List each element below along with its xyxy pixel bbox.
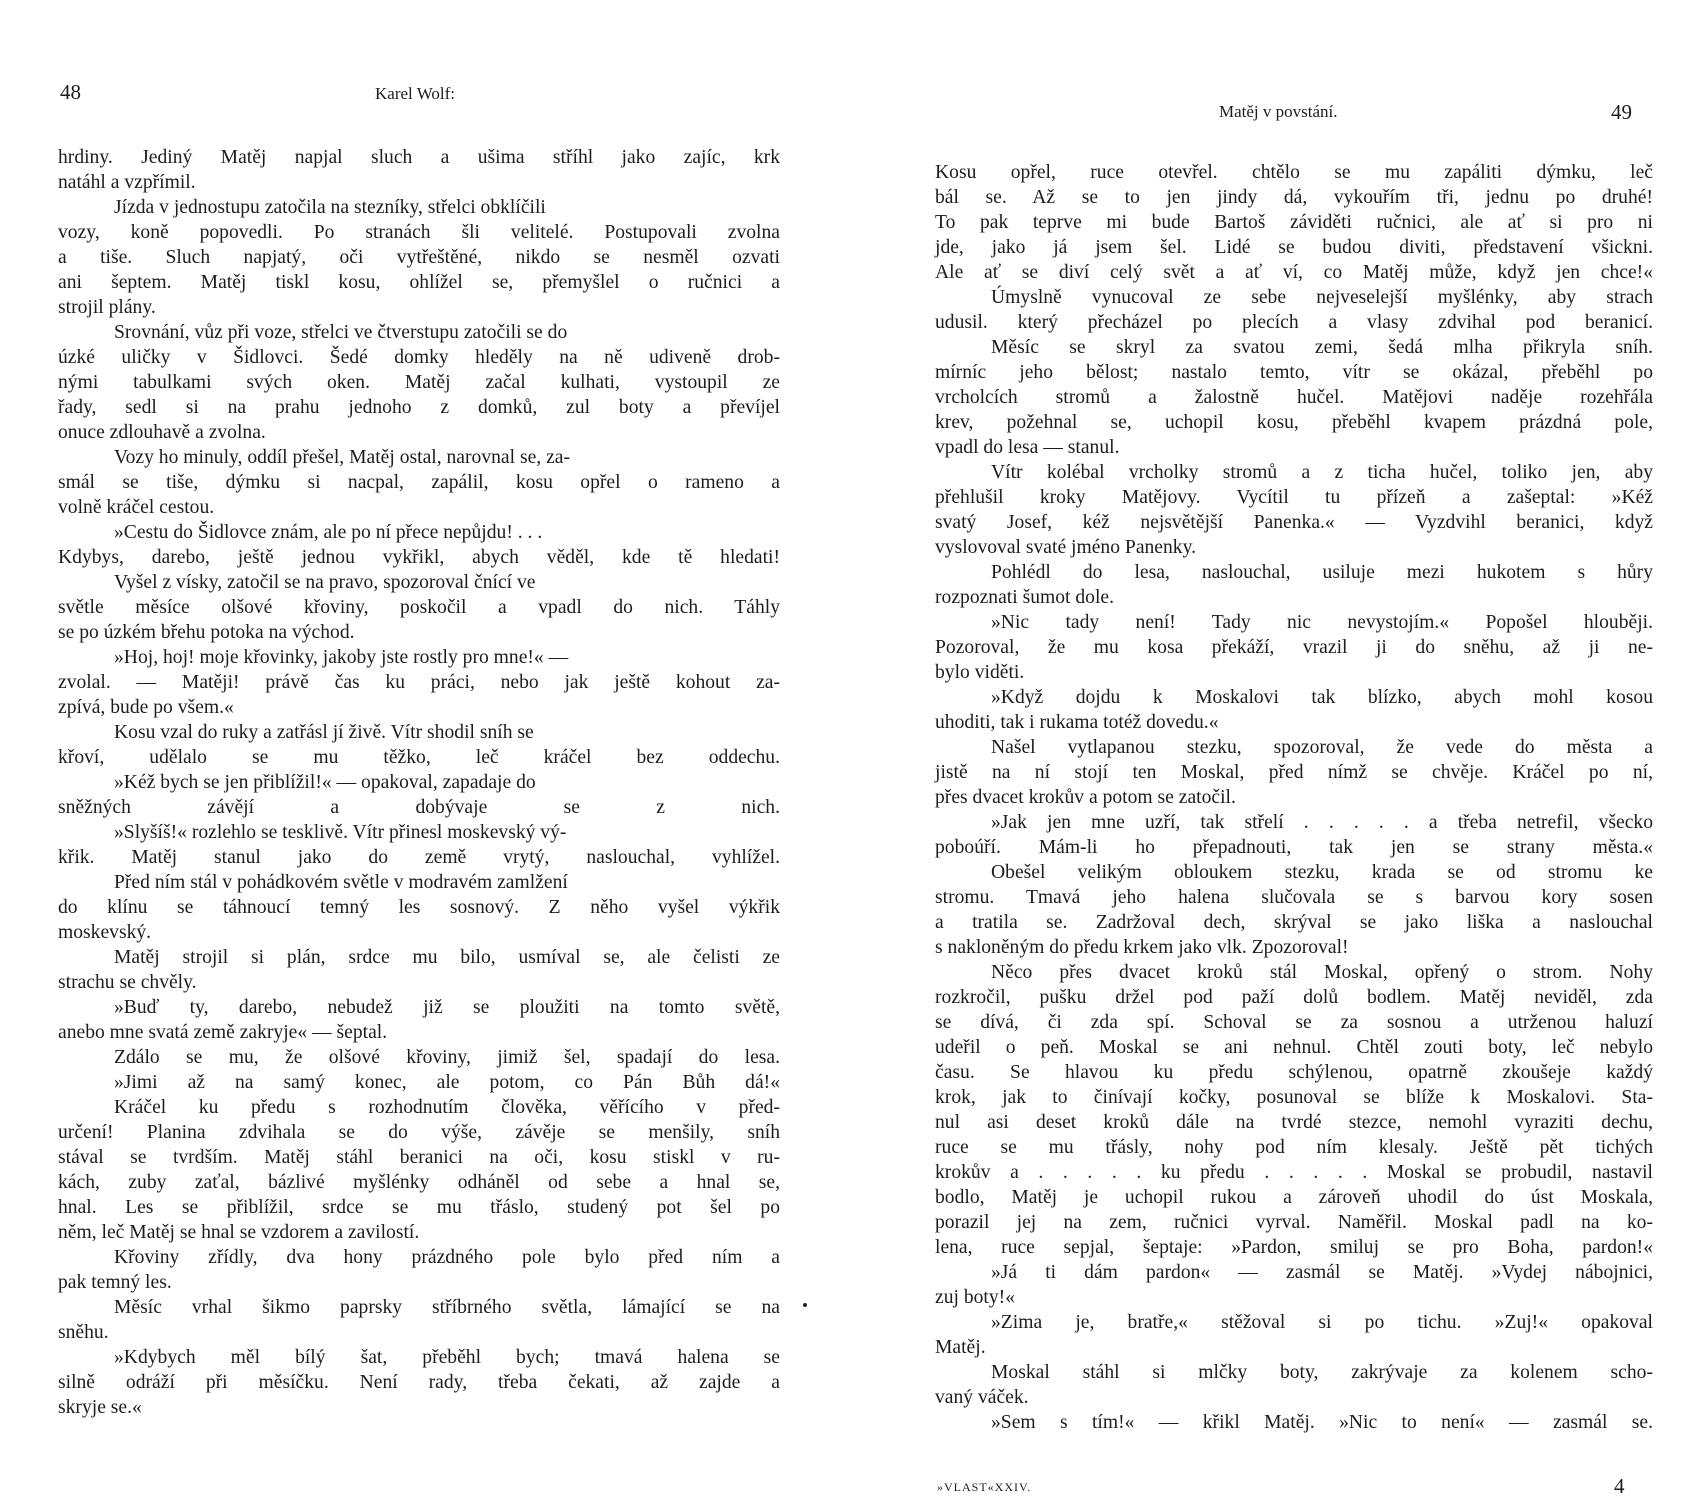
text-line: rozpoznati šumot dole. <box>935 587 1115 608</box>
text-line: »Slyšíš!« rozlehlo se tesklivě. Vítr přinesl moskevský vý- <box>114 822 567 843</box>
text-line: jde, jako já jsem šel. Lidé se budou diviti, představení všickni. <box>935 237 1653 258</box>
text-line: bál se. Až se to jen jindy dá, vykouřím tři, jednu po druhé! <box>935 187 1653 208</box>
text-line: zuj boty!« <box>935 1287 1015 1308</box>
text-line: Našel vytlapanou stezku, spozoroval, že vede do města a <box>991 737 1653 758</box>
text-line: ruce se mu třásly, nohy pod ním klesaly. Ještě pět tichých <box>935 1137 1653 1158</box>
text-line: porazil jej na zem, ručnici vyrval. Naměřil. Moskal padl na ko- <box>935 1212 1653 1233</box>
text-line: se dívá, či zda spí. Schoval se za sosnou a utrženou haluzí <box>935 1012 1653 1033</box>
text-line: zpívá, bude po všem.« <box>58 697 234 718</box>
text-line: Moskal stáhl si mlčky boty, zakrývaje za kolenem scho- <box>991 1362 1653 1383</box>
text-line: »Když dojdu k Moskalovi tak blízko, abych mohl kosou <box>991 687 1653 708</box>
printer-signature: »VLAST«XXIV. <box>937 1480 1032 1494</box>
text-line: Jízda v jednostupu zatočila na stezníky, střelci obklíčili <box>114 197 546 218</box>
text-line: Obešel velikým obloukem stezku, krada se od stromu ke <box>991 862 1653 883</box>
text-line: něm, leč Matěj se hnal se vzdorem a zavilostí. <box>58 1222 420 1243</box>
text-line: strachu se chvěly. <box>58 972 197 993</box>
text-line: To pak teprve mi bude Bartoš záviděti ručnici, ale ať si pro ni <box>935 212 1653 233</box>
text-line: nul asi deset kroků dále na tvrdé stezce, nemohl vyraziti dechu, <box>935 1112 1653 1133</box>
text-line: Pozoroval, že mu kosa překáží, vrazil ji do sněhu, až ji ne- <box>935 637 1653 658</box>
text-line: do klínu se táhnoucí temný les sosnový. Z něho vyšel výkřik <box>58 897 780 918</box>
text-line: volně kráčel cestou. <box>58 497 215 518</box>
text-line: vrcholcích stromů a žalostně hučel. Matějovi naděje rozehřála <box>935 387 1653 408</box>
text-line: Matěj. <box>935 1337 986 1358</box>
text-line: určení! Planina zdvihala se do výše, závěje se menšily, sníh <box>58 1122 780 1143</box>
text-line: rozkročil, pušku držel pod paží dolů bodlem. Matěj neviděl, zda <box>935 987 1653 1008</box>
text-line: Něco přes dvacet kroků stál Moskal, opřený o strom. Nohy <box>991 962 1653 983</box>
text-line: silně odráží při měsíčku. Není rady, třeba čekati, až zajde a <box>58 1372 780 1393</box>
text-line: s nakloněným do předu krkem jako vlk. Zpozoroval! <box>935 937 1349 958</box>
text-line: anebo mne svatá země zakryje« — šeptal. <box>58 1022 388 1043</box>
text-line: Před ním stál v pohádkovém světle v modravém zamlžení <box>114 872 568 893</box>
text-line: smál se tiše, dýmku si nacpal, zapálil, kosu opřel o rameno a <box>58 472 780 493</box>
text-line: sněhu. <box>58 1322 109 1343</box>
text-column <box>58 145 780 1420</box>
text-line: jistě na ní stojí ten Moskal, před nímž se chvěje. Kráčel po ní, <box>935 762 1653 783</box>
text-line: vyslovoval svaté jméno Panenky. <box>935 537 1197 558</box>
text-line: »Nic tady není! Tady nic nevystojím.« Popošel hlouběji. <box>991 612 1653 633</box>
text-line: mírníc jeho bělost; nastalo temto, vítr se okázal, přeběhl po <box>935 362 1653 383</box>
text-line: křik. Matěj stanul jako do země vrytý, naslouchal, vyhlížel. <box>58 847 780 868</box>
text-line: a tratila se. Zadržoval dech, skrýval se jako liška a naslouchal <box>935 912 1653 933</box>
text-line: bodlo, Matěj je uchopil rukou a zároveň uhodil do úst Moskala, <box>935 1187 1653 1208</box>
running-header: Karel Wolf: <box>375 84 455 103</box>
text-line: Vozy ho minuly, oddíl přešel, Matěj ostal, narovnal se, za- <box>114 447 570 468</box>
text-line: svatý Josef, kéž nejsvětější Panenka.« — Vyzdvihl beranici, když <box>935 512 1653 533</box>
text-line: moskevský. <box>58 922 152 943</box>
text-line: »Jimi až na samý konec, ale potom, co Pán Bůh dá!« <box>114 1072 780 1093</box>
text-line: vaný váček. <box>935 1387 1029 1408</box>
text-line: »Jak jen mne uzří, tak střelí . . . . . a třeba netrefil, všecko <box>991 812 1653 833</box>
text-line: vpadl do lesa — stanul. <box>935 437 1120 458</box>
text-line: zvolal. — Matěji! právě čas ku práci, nebo jak ještě kohout za- <box>58 672 780 693</box>
text-line: sněžných závějí a dobývaje se z nich. <box>58 797 780 818</box>
text-line: nými tabulkami svých oken. Matěj začal kulhati, vystoupil ze <box>58 372 780 393</box>
text-line: poboúří. Mám-li ho přepadnouti, tak jen se strany města.« <box>935 837 1653 858</box>
text-line: Měsíc vrhal šikmo paprsky stříbrného světla, lámající se na <box>114 1297 780 1318</box>
text-line: ani šeptem. Matěj tiskl kosu, ohlížel se, přemyšlel o ručnici a <box>58 272 780 293</box>
text-line: řady, sedl si na prahu jednoho z domků, zul boty a převíjel <box>58 397 780 418</box>
text-line: Pohlédl do lesa, naslouchal, usiluje mezi hukotem s hůry <box>991 562 1653 583</box>
text-line: vozy, koně popovedli. Po stranách šli velitelé. Postupovali zvolna <box>58 222 780 243</box>
text-line: Kosu vzal do ruky a zatřásl jí živě. Vítr shodil sníh se <box>114 722 534 743</box>
text-line: času. Se hlavou ku předu schýlenou, opatrně zkoušeje každý <box>935 1062 1653 1083</box>
text-line: onuce zdlouhavě a zvolna. <box>58 422 266 443</box>
text-line: hrdiny. Jediný Matěj napjal sluch a ušima stříhl jako zajíc, krk <box>58 147 780 168</box>
text-line: přehlušil kroky Matějovy. Vycítil tu přízeň a zašeptal: »Kéž <box>935 487 1653 508</box>
text-line: »Buď ty, darebo, nebudež již se ploužiti na tomto světě, <box>114 997 780 1018</box>
text-line: skryje se.« <box>58 1397 142 1418</box>
ink-speck <box>803 1303 807 1307</box>
page-number: 49 <box>1611 100 1632 124</box>
text-line: Vyšel z vísky, zatočil se na pravo, spozoroval čnící ve <box>114 572 536 593</box>
text-line: Vítr kolébal vrcholky stromů a z ticha hučel, toliko jen, aby <box>991 462 1653 483</box>
text-line: krev, požehnal se, uchopil kosu, přeběhl kvapem prázdná pole, <box>935 412 1653 433</box>
text-line: udeřil o peň. Moskal se ani nehnul. Chtěl zouti boty, leč nebylo <box>935 1037 1653 1058</box>
text-line: Křoviny zřídly, dva hony prázdného pole bylo před ním a <box>114 1247 780 1268</box>
text-line: strojil plány. <box>58 297 156 318</box>
text-line: a tiše. Sluch napjatý, oči vytřeštěné, nikdo se nesměl ozvati <box>58 247 780 268</box>
text-line: kách, zuby zaťal, bázlivé myšlénky odháněl od sebe a hnal se, <box>58 1172 780 1193</box>
text-line: stromu. Tmavá jeho halena slučovala se s barvou kory sosen <box>935 887 1653 908</box>
text-line: krok, jak to činívají kočky, posunoval se blíže k Moskalovi. Sta- <box>935 1087 1653 1108</box>
text-line: křoví, udělalo se mu těžko, leč kráčel bez oddechu. <box>58 747 780 768</box>
text-line: lena, ruce sepjal, šeptaje: »Pardon, smiluj se pro Boha, pardon!« <box>935 1237 1653 1258</box>
text-column <box>935 160 1653 1435</box>
page-number: 48 <box>60 80 81 104</box>
text-line: Kráčel ku předu s rozhodnutím člověka, věřícího v před- <box>114 1097 780 1118</box>
text-line: »Já ti dám pardon« — zasmál se Matěj. »Vydej nábojnici, <box>991 1262 1653 1283</box>
text-line: »Hoj, hoj! moje křovinky, jakoby jste rostly pro mne!« — <box>114 647 569 668</box>
text-line: »Kdybych měl bílý šat, přeběhl bych; tmavá halena se <box>114 1347 780 1368</box>
text-line: uhoditi, tak i rukama totéž dovedu.« <box>935 712 1219 733</box>
text-line: »Zima je, bratře,« stěžoval si po tichu. »Zuj!« opakoval <box>991 1312 1653 1333</box>
text-line: stával se tvrdším. Matěj stáhl beranici na oči, kosu stiskl v ru- <box>58 1147 780 1168</box>
text-line: Úmyslně vynucoval ze sebe nejveselejší myšlénky, aby strach <box>991 287 1653 308</box>
text-line: natáhl a vzpřímil. <box>58 172 196 193</box>
text-line: pak temný les. <box>58 1272 172 1293</box>
text-line: Zdálo se mu, že olšové křoviny, jimiž šel, spadají do lesa. <box>114 1047 780 1068</box>
text-line: »Kéž bych se jen přiblížil!« — opakoval, zapadaje do <box>114 772 536 793</box>
text-line: udusil. který přecházel po plecích a vlasy zdvihal pod beranicí. <box>935 312 1653 333</box>
text-line: úzké uličky v Šidlovci. Šedé domky hleděly na ně udiveně drob- <box>58 347 780 368</box>
text-line: Matěj strojil si plán, srdce mu bilo, usmíval se, ale čelisti ze <box>114 947 780 968</box>
running-header: Matěj v povstání. <box>1219 102 1338 121</box>
text-line: se po úzkém břehu potoka na východ. <box>58 622 355 643</box>
text-line: přes dvacet krokův a potom se zatočil. <box>935 787 1236 808</box>
text-line: bylo viděti. <box>935 662 1025 683</box>
text-line: Srovnání, vůz při voze, střelci ve čtverstupu zatočili se do <box>114 322 568 343</box>
text-line: hnal. Les se přiblížil, srdce se mu třáslo, studený pot šel po <box>58 1197 780 1218</box>
text-line: Kdybys, darebo, ještě jednou vykřikl, abych věděl, kde tě hledati! <box>58 547 780 568</box>
sheet-number: 4 <box>1614 1474 1625 1498</box>
text-line: Ale ať se diví celý svět a ať ví, co Matěj může, když jen chce!« <box>935 262 1653 283</box>
text-line: krokův a . . . . . ku předu . . . . . Moskal se probudil, nastavil <box>935 1162 1653 1183</box>
text-line: světle měsíce olšové křoviny, poskočil a vpadl do nich. Táhly <box>58 597 780 618</box>
text-line: »Cestu do Šidlovce znám, ale po ní přece nepůjdu! . . . <box>114 522 543 543</box>
text-line: »Sem s tím!« — křikl Matěj. »Nic to není« — zasmál se. <box>991 1412 1653 1433</box>
right-page <box>853 0 1706 1500</box>
text-line: Měsíc se skryl za svatou zemi, šedá mlha přikryla sníh. <box>991 337 1653 358</box>
text-line: Kosu opřel, ruce otevřel. chtělo se mu zapáliti dýmku, leč <box>935 162 1653 183</box>
